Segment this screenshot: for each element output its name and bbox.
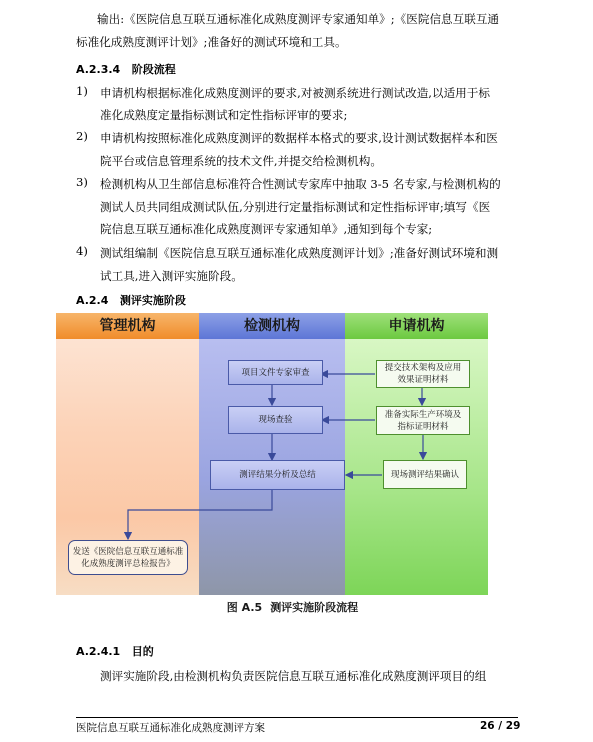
body-paragraph: 测评实施阶段,由检测机构负责医院信息互联互通标准化成熟度测评项目的组 (100, 669, 487, 683)
section-a234-heading (76, 61, 176, 77)
step-2-line-2: 院平台或信息管理系统的技术文件,并提交给检测机构。 (100, 154, 382, 168)
section-title: 阶段流程 (131, 63, 176, 76)
figure-caption (0, 599, 593, 615)
figure-title: 测评实施阶段流程 (270, 601, 359, 614)
step-3-line-2: 测试人员共同组成测试队伍,分别进行定量指标测试和定性指标评审;填写《医 (100, 200, 491, 214)
box-onsite-inspection: 现场查验 (228, 406, 323, 434)
step-1-line-2: 准化成熟度定量指标测试和定性指标评审的要求; (100, 108, 348, 122)
section-a24-heading (76, 292, 186, 308)
arrow-analysis-to-report (128, 490, 272, 539)
intro-line-1: 输出:《医院信息互联互通标准化成熟度测评专家通知单》;《医院信息互联互通 (97, 12, 500, 26)
box-result-analysis: 测评结果分析及总结 (210, 460, 345, 490)
box-document-review: 项目文件专家审查 (228, 360, 323, 385)
box-line: 提交技术架构及应用 (384, 363, 462, 373)
section-title: 测评实施阶段 (119, 294, 186, 307)
section-a241-heading (76, 643, 154, 659)
box-line: 发送《医院信息互联互通标准 (72, 546, 184, 557)
section-title: 目的 (131, 645, 154, 658)
section-number: A.2.3.4 (76, 63, 121, 76)
step-4-line-1: 测试组编制《医院信息互联互通标准化成熟度测评计划》;准备好测试环境和测 (100, 246, 499, 260)
figure-label: 图 A.5 (226, 601, 263, 614)
box-result-confirmation: 现场测评结果确认 (383, 460, 467, 489)
step-number: 2) (76, 129, 88, 143)
box-submit-tech-materials (376, 360, 470, 388)
process-flow-diagram (56, 313, 488, 595)
section-number: A.2.4 (76, 294, 109, 307)
step-number: 1) (76, 84, 88, 98)
column-header-admin: 管理机构 (56, 313, 199, 339)
step-2-line-1: 申请机构按照标准化成熟度测评的数据样本格式的要求,设计测试数据样本和医 (100, 131, 498, 145)
step-3-line-3: 院信息互联互通标准化成熟度测评专家通知单》,通知到每个专家; (100, 222, 433, 236)
page-number: 26 / 29 (480, 720, 521, 732)
intro-line-2: 标准化成熟度测评计划》;准备好的测试环境和工具。 (76, 35, 347, 49)
box-line: 指标证明材料 (397, 421, 449, 432)
column-header-apply: 申请机构 (345, 313, 488, 339)
column-header-test: 检测机构 (199, 313, 345, 339)
step-number: 3) (76, 175, 88, 189)
box-send-report (68, 540, 188, 575)
box-line: 准备实际生产环境及 (384, 409, 462, 420)
step-1-line-1: 申请机构根据标准化成熟度测评的要求,对被测系统进行测试改造,以适用于标 (100, 86, 490, 100)
box-prepare-environment (376, 406, 470, 435)
footer-divider (76, 717, 518, 718)
step-4-line-2: 试工具,进入测评实施阶段。 (100, 269, 243, 283)
box-line: 化成熟度测评总检报告》 (81, 558, 175, 569)
step-number: 4) (76, 244, 88, 258)
box-line: 效果证明材料 (397, 375, 449, 385)
footer-document-title: 医院信息互联互通标准化成熟度测评方案 (76, 722, 265, 734)
step-3-line-1: 检测机构从卫生部信息标准符合性测试专家库中抽取 3-5 名专家,与检测机构的 (100, 177, 501, 191)
section-number: A.2.4.1 (76, 645, 121, 658)
